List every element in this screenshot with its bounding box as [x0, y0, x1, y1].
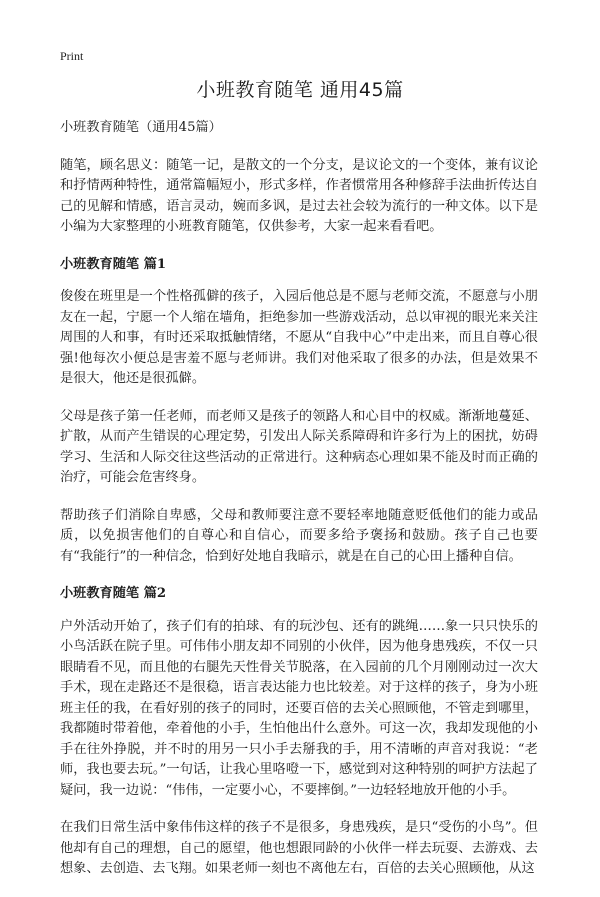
paragraph: 在我们日常生活中象伟伟这样的孩子不是很多，身患残疾，是只“受伤的小鸟”。但他却有自己的理想，自己的愿望，他也想跟同龄的小伙伴一样去玩耍、去游戏、去想象、去创造、去飞翔。如果老师一刻也不离他左右，百倍的去关心照顾他，从这	[60, 820, 538, 876]
intro-paragraph: 随笔，顾名思义：随笔一记，是散文的一个分支，是议论文的一个变体，兼有议论和抒情两种特性，通常篇幅短小，形式多样，作者惯常用各种修辞手法曲折传达自己的见解和情感，语言灵动，婉而多讽，是过去社会较为流行的一种文体。以下是小编为大家整理的小班教育随笔，仅供参考，大家一起来看看吧。	[60, 157, 538, 234]
document-title: 小班教育随笔 通用45篇	[196, 79, 404, 101]
section-heading: 小班教育随笔 篇1	[60, 256, 167, 272]
paragraph: 帮助孩子们消除自卑感，父母和教师要注意不要轻率地随意贬低他们的能力或品质，以免损害他们的自尊心和自信心，而要多给予褒扬和鼓励。孩子自己也要有“我能行”的一种信念，恰到好处地自我暗示，就是在自己的心田上播种自信。	[60, 507, 538, 564]
paragraph: 户外活动开始了，孩子们有的拍球、有的玩沙包、还有的跳绳……象一只只快乐的小鸟活跃在院子里。可伟伟小朋友却不同别的小伙伴，因为他身患残疾，不仅一只眼睛看不见，而且他的右腿先天性骨关节脱落，在入园前的几个月刚刚动过一次大手术，现在走路还不是很稳，语言表达能力也比较差。对于这样的孩子，身为小班班主任的我，在看好别的孩子的同时，还要百倍的去关心照顾他，不管走到哪里，我都随时带着他，牵着他的小手，生怕他出什么意外。可这一次，我却发现他的小手在往外挣脱，并不时的用另一只小手去掰我的手，用不清晰的声音对我说：“老师，我也要去玩。”一句话，让我心里咯噔一下，感觉到对这种特别的呵护方法起了疑问，我一边说：“伟伟，一定要小心，不要摔倒。”一边轻轻地放开他的小手。	[60, 618, 538, 798]
paragraph: 父母是孩子第一任老师，而老师又是孩子的领路人和心目中的权威。渐渐地蔓延、扩散，从而产生错误的心理定势，引发出人际关系障碍和许多行为上的困扰，妨碍学习、生活和人际交往这些活动的正常进行。这种病态心理如果不能及时而正确的治疗，可能会危害终身。	[60, 408, 538, 485]
section-1	[60, 255, 538, 568]
document-body	[60, 118, 538, 897]
print-link[interactable]: Print	[60, 49, 84, 63]
document-subtitle: 小班教育随笔（通用45篇）	[60, 120, 222, 135]
section-heading: 小班教育随笔 篇2	[60, 586, 167, 601]
section-2	[60, 584, 538, 880]
paragraph: 俊俊在班里是一个性格孤僻的孩子，入园后他总是不愿与老师交流，不愿意与小朋友在一起，宁愿一个人缩在墙角，拒绝参加一些游戏活动，总以审视的眼光来关注周围的人和事，有时还采取抵触情绪，不愿从“自我中心”中走出来，而且自尊心很强!他每次小便总是害羞不愿与老师讲。我们对他采取了很多的办法，但是效果不是很大，他还是很孤僻。	[60, 289, 538, 386]
